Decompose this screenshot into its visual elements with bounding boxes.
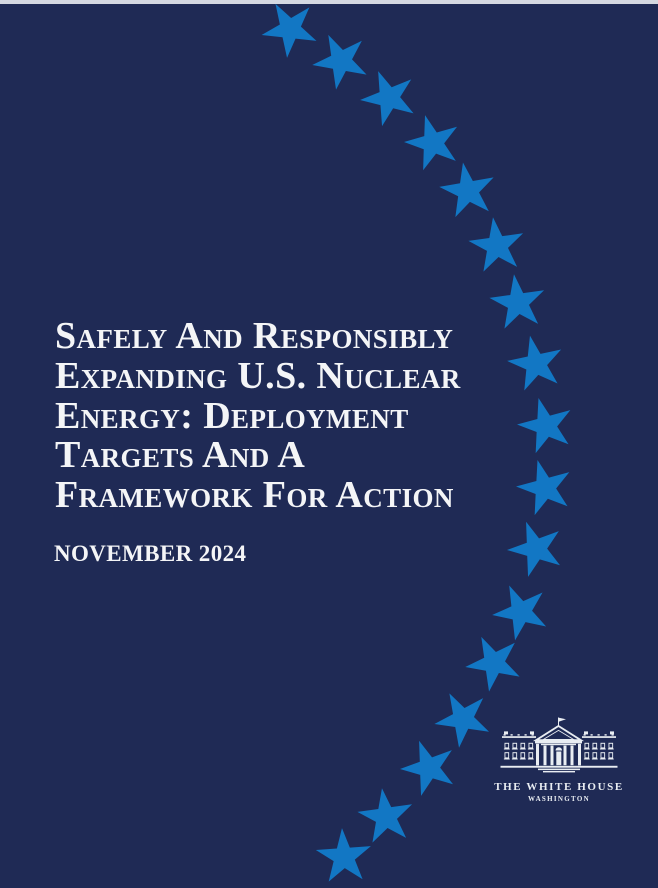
report-title (55, 317, 515, 516)
logo-location: WASHINGTON (528, 795, 590, 803)
report-title-line: Framework For Action (55, 474, 454, 517)
report-date: NOVEMBER 2024 (54, 541, 247, 566)
star-icon (463, 213, 530, 279)
star-icon (509, 452, 582, 524)
report-title-line: Safely And Responsibly (55, 315, 454, 357)
star-icon (510, 390, 583, 462)
white-house-logo (489, 717, 629, 803)
report-title-line: Targets And A (55, 434, 306, 477)
report-title-line: Energy: Deployment (55, 394, 409, 437)
white-house-building-icon (500, 717, 618, 775)
star-icon (433, 157, 502, 225)
logo-wordmark: THE WHITE HOUSE (494, 781, 624, 793)
report-title-line: Expanding U.S. Nuclear (55, 354, 461, 397)
star-icon (312, 826, 376, 888)
